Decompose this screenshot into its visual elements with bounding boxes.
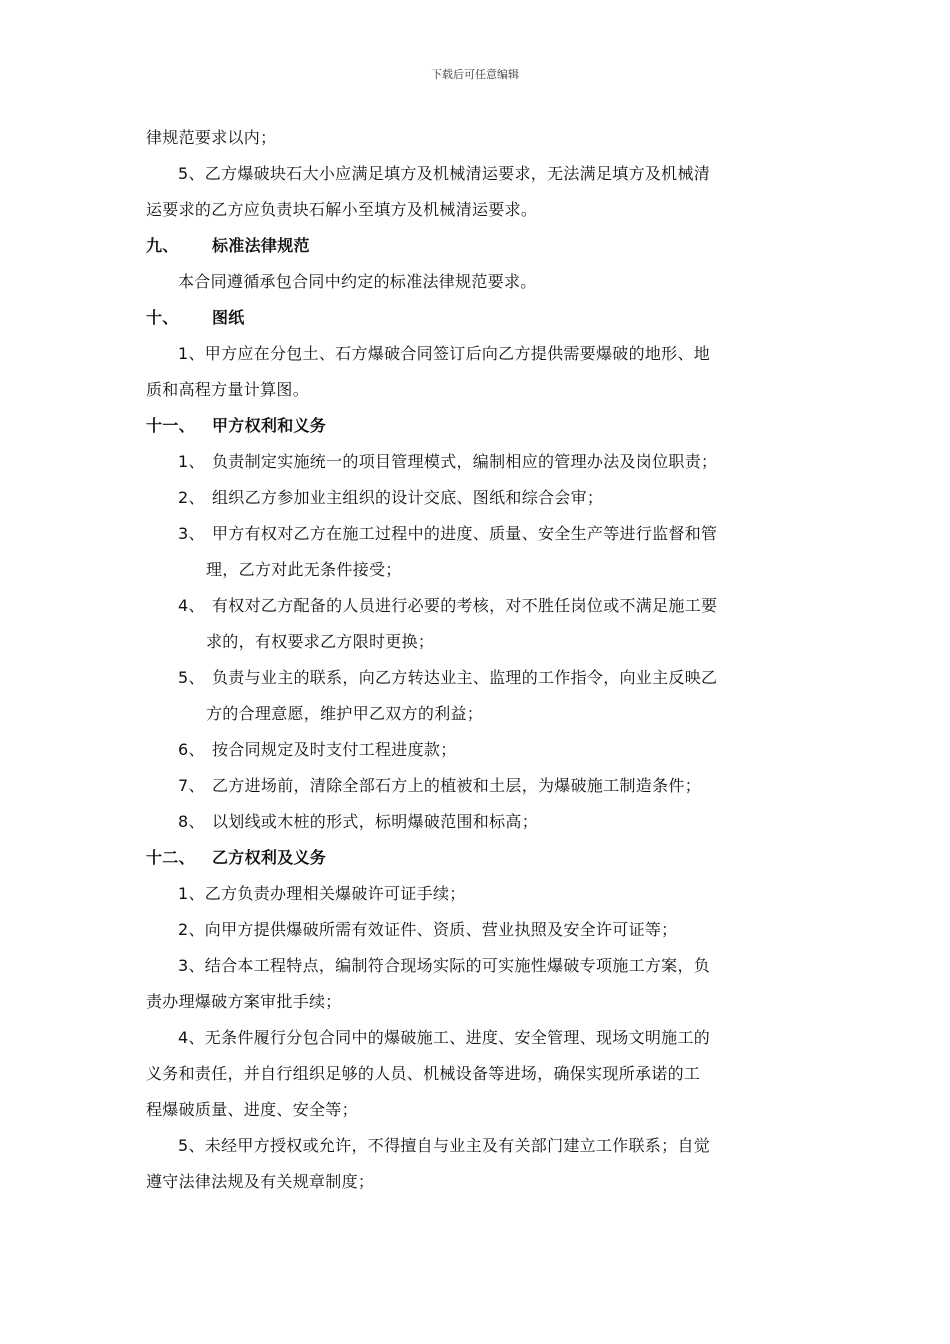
- paragraph-line: 律规范要求以内；: [146, 128, 277, 147]
- section-heading: [146, 300, 816, 336]
- section-heading: [146, 228, 816, 264]
- list-item: [146, 732, 816, 768]
- list-item-number: 3、: [178, 524, 205, 543]
- paragraph-line: 本合同遵循承包合同中约定的标准法律规范要求。: [178, 272, 537, 291]
- paragraph-line: 运要求的乙方应负责块石解小至填方及机械清运要求。: [146, 200, 538, 219]
- list-item: [146, 480, 816, 516]
- list-item-text: 按合同规定及时支付工程进度款；: [212, 740, 457, 759]
- list-item-text: 组织乙方参加业主组织的设计交底、图纸和综合会审；: [212, 488, 604, 507]
- list-item-continuation: 理，乙方对此无条件接受；: [206, 560, 402, 579]
- list-item: [146, 768, 816, 804]
- section-number: 九、: [146, 236, 179, 255]
- section-title: 图纸: [212, 308, 245, 327]
- list-item-number: 8、: [178, 812, 205, 831]
- list-item-number: 1、: [178, 452, 205, 471]
- section-number: 十二、: [146, 848, 195, 867]
- section-title: 乙方权利及义务: [212, 848, 327, 867]
- section-title: 甲方权利和义务: [212, 416, 327, 435]
- list-item-continuation: 求的，有权要求乙方限时更换；: [206, 632, 435, 651]
- list-item-continuation: 方的合理意愿，维护甲乙双方的利益；: [206, 704, 484, 723]
- paragraph-line: 质和高程方量计算图。: [146, 380, 310, 399]
- section-number: 十一、: [146, 416, 195, 435]
- document-body: [146, 120, 816, 1200]
- list-item-text: 有权对乙方配备的人员进行必要的考核，对不胜任岗位或不满足施工要: [212, 596, 718, 615]
- list-item-number: 5、: [178, 668, 205, 687]
- page-header: 下载后可任意编辑: [431, 68, 519, 81]
- paragraph-line: 3、结合本工程特点，编制符合现场实际的可实施性爆破专项施工方案，负: [178, 956, 711, 975]
- section-heading: [146, 840, 816, 876]
- paragraph-line: 义务和责任，并自行组织足够的人员、机械设备等进场，确保实现所承诺的工: [146, 1064, 701, 1083]
- paragraph-line: 4、无条件履行分包合同中的爆破施工、进度、安全管理、现场文明施工的: [178, 1028, 711, 1047]
- list-item: [146, 588, 816, 624]
- paragraph-line: 5、乙方爆破块石大小应满足填方及机械清运要求，无法满足填方及机械清: [178, 164, 711, 183]
- paragraph-line: 2、向甲方提供爆破所需有效证件、资质、营业执照及安全许可证等；: [178, 920, 678, 939]
- paragraph-line: 遵守法律法规及有关规章制度；: [146, 1172, 375, 1191]
- paragraph-line: 程爆破质量、进度、安全等；: [146, 1100, 358, 1119]
- list-item-number: 7、: [178, 776, 205, 795]
- paragraph-line: 5、未经甲方授权或允许，不得擅自与业主及有关部门建立工作联系；自觉: [178, 1136, 711, 1155]
- list-item-text: 负责制定实施统一的项目管理模式，编制相应的管理办法及岗位职责；: [212, 452, 718, 471]
- paragraph-line: 1、乙方负责办理相关爆破许可证手续；: [178, 884, 466, 903]
- list-item: [146, 444, 816, 480]
- paragraph-line: 1、甲方应在分包土、石方爆破合同签订后向乙方提供需要爆破的地形、地: [178, 344, 711, 363]
- list-item: [146, 660, 816, 696]
- list-item-number: 4、: [178, 596, 205, 615]
- section-title: 标准法律规范: [212, 236, 310, 255]
- list-item: [146, 516, 816, 552]
- list-item-number: 6、: [178, 740, 205, 759]
- list-item-text: 以划线或木桩的形式，标明爆破范围和标高；: [212, 812, 539, 831]
- section-number: 十、: [146, 308, 179, 327]
- list-item-number: 2、: [178, 488, 205, 507]
- paragraph-line: 责办理爆破方案审批手续；: [146, 992, 342, 1011]
- section-heading: [146, 408, 816, 444]
- list-item-text: 乙方进场前，清除全部石方上的植被和土层，为爆破施工制造条件；: [212, 776, 702, 795]
- list-item: [146, 804, 816, 840]
- list-item-text: 负责与业主的联系，向乙方转达业主、监理的工作指令，向业主反映乙: [212, 668, 718, 687]
- list-item-text: 甲方有权对乙方在施工过程中的进度、质量、安全生产等进行监督和管: [212, 524, 718, 543]
